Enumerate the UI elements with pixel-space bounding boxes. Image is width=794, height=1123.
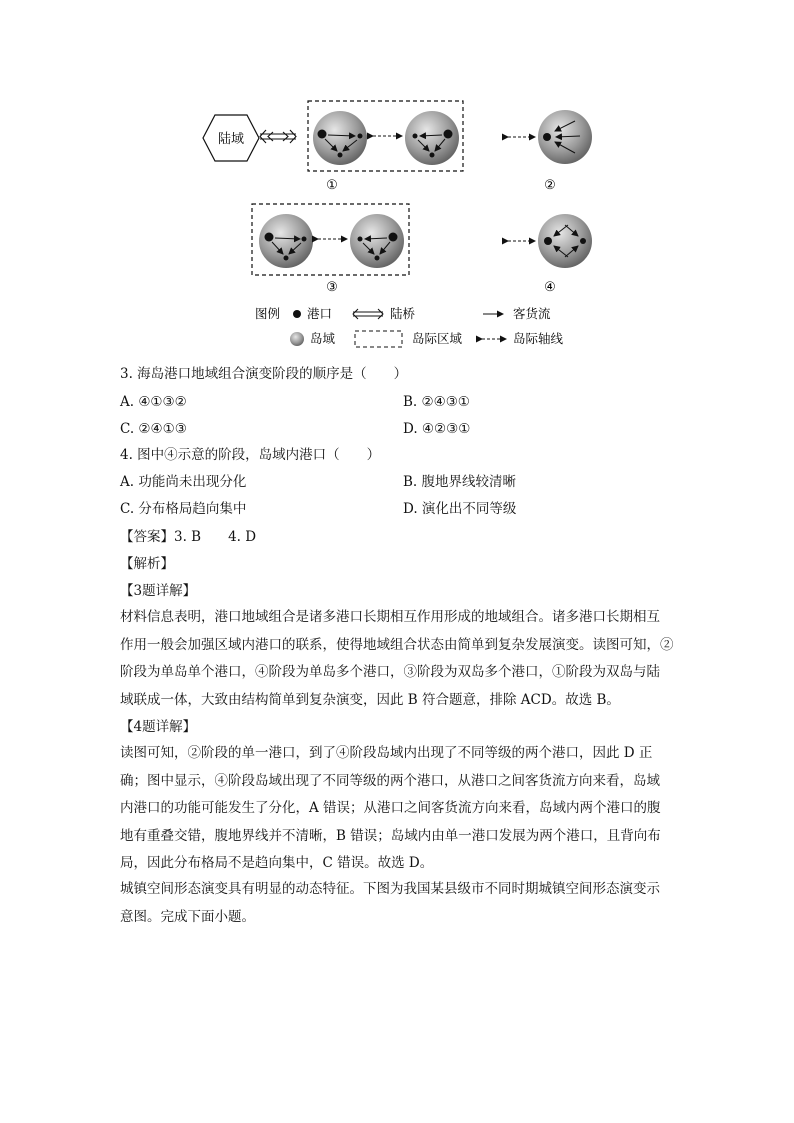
intro-line: 城镇空间形态演变具有明显的动态特征。下图为我国某县级市不同时期城镇空间形态演变示 [120, 881, 660, 897]
island-stage3-left [259, 214, 313, 268]
question-3-stem: 3. 海岛港口地域组合演变阶段的顺序是（ ） [120, 366, 408, 382]
land-label: 陆域 [217, 132, 245, 147]
q4-detail-line: 确；图中显示，④阶段岛域出现了不同等级的两个港口，从港口之间客货流方向来看，岛域 [120, 772, 660, 789]
legend-port-icon [293, 310, 301, 318]
legend-axis: 岛际轴线 [513, 331, 564, 346]
q4-detail-line: 局，因此分布格局不是趋向集中，C 错误。故选 D。 [120, 855, 434, 871]
q3-option-d: D. ④②③① [403, 421, 471, 437]
stage-label-3: ③ [326, 280, 338, 295]
next-question-intro [120, 876, 680, 931]
port-evolution-figure [190, 95, 610, 360]
island-stage4 [538, 214, 592, 268]
q4-detail-line: 内港口的功能可能发生了分化，A 错误；从港口之间客货流方向来看，岛域内两个港口的腹 [120, 800, 661, 816]
island-stage1-left [313, 111, 367, 165]
analysis-heading: 【解析】 [120, 556, 174, 572]
q3-detail-heading: 【3题详解】 [120, 583, 197, 599]
q3-option-c: C. ②④①③ [120, 421, 187, 437]
question-4-stem: 4. 图中④示意的阶段，岛域内港口（ ） [120, 447, 381, 463]
legend-island: 岛域 [310, 331, 336, 346]
q4-option-d: D. 演化出不同等级 [403, 501, 517, 517]
stage-label-4: ④ [544, 280, 556, 295]
land-bridge-symbol [260, 130, 296, 143]
legend [255, 306, 564, 347]
q4-detail-paragraph [120, 740, 680, 878]
legend-port: 港口 [307, 306, 333, 321]
q3-detail-line: 域联成一体，大致由结构简单到复杂演变，因此 B 符合题意，排除 ACD。故选 B。 [120, 691, 620, 708]
legend-title: 图例 [255, 306, 281, 321]
q4-option-b: B. 腹地界线较清晰 [403, 474, 517, 490]
stage-label-1: ① [326, 178, 338, 193]
legend-island-region-icon [355, 331, 402, 347]
q4-detail-line: 地有重叠交错，腹地界线并不清晰，B 错误；岛域内由单一港口发展为两个港口，且背向布 [120, 827, 661, 844]
q4-detail-heading: 【4题详解】 [120, 719, 197, 735]
island-stage2 [538, 110, 592, 164]
legend-land-bridge-icon [353, 309, 383, 319]
q3-option-a: A. ④①③② [120, 394, 187, 410]
q3-option-b: B. ②④③① [403, 394, 470, 410]
q3-detail-paragraph [120, 604, 680, 714]
figure-svg [190, 95, 610, 360]
q4-option-c: C. 分布格局趋向集中 [120, 501, 247, 517]
intro-line: 意图。完成下面小题。 [120, 908, 255, 925]
answer-line: 【答案】3. B 4. D [120, 529, 257, 545]
q3-detail-line: 作用一般会加强区域内港口的联系，使得地域组合状态由简单到复杂发展演变。读图可知，② [120, 636, 674, 653]
legend-land-bridge: 陆桥 [390, 306, 416, 321]
q4-option-a: A. 功能尚未出现分化 [120, 474, 247, 490]
stage-label-2: ② [544, 178, 556, 193]
q3-detail-line: 材料信息表明，港口地域组合是诸多港口长期相互作用形成的地域组合。诸多港口长期相互 [120, 609, 660, 625]
legend-island-region: 岛际区域 [412, 331, 463, 346]
legend-flow: 客货流 [513, 306, 551, 321]
island-stage3-right [350, 214, 404, 268]
land-hexagon [203, 115, 259, 161]
legend-island-icon [290, 332, 304, 346]
q3-detail-line: 阶段为单岛单个港口，④阶段为单岛多个港口，③阶段为双岛多个港口，①阶段为双岛与陆 [120, 664, 660, 680]
island-stage1-right [405, 111, 459, 165]
q4-detail-line: 读图可知，②阶段的单一港口，到了④阶段岛域内出现了不同等级的两个港口，因此 D 正 [120, 745, 653, 761]
